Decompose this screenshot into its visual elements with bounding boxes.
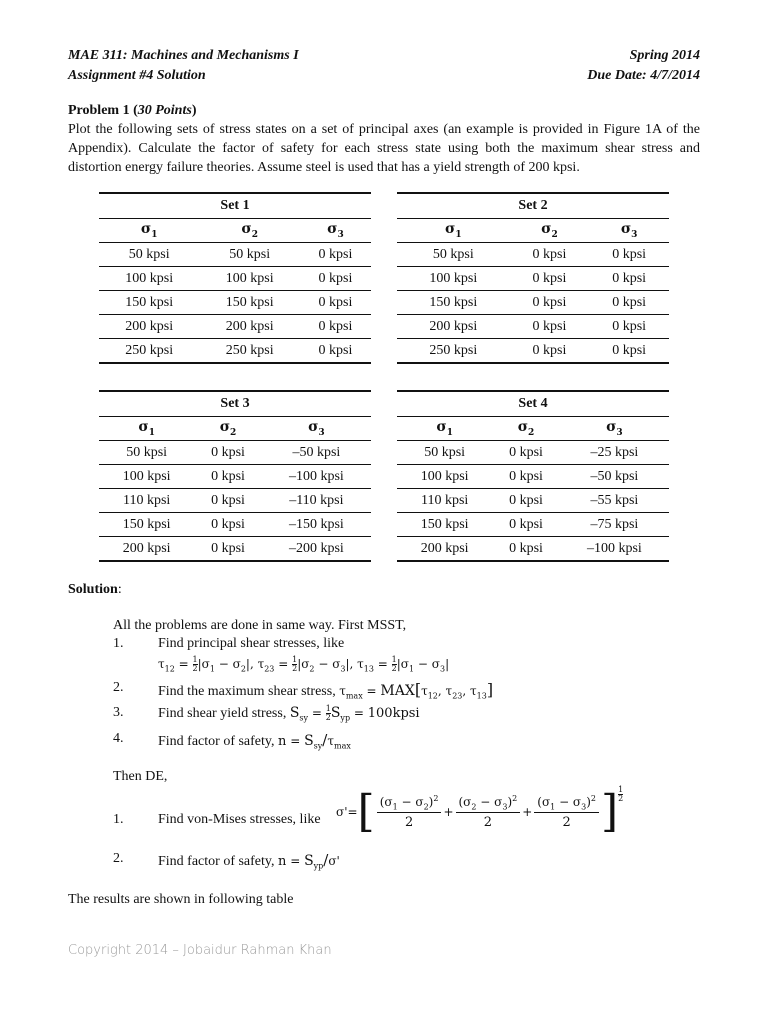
table-row [99, 339, 371, 364]
column-header: $\sigma_2$ [510, 219, 590, 243]
table-row [99, 315, 371, 339]
results-line: The results are shown in following table [68, 892, 294, 907]
stress-table-set-3 [99, 390, 371, 562]
table-cell: 50 kpsi [199, 243, 299, 267]
table-row [397, 291, 669, 315]
table-cell: 0 kpsi [492, 537, 559, 562]
table-cell: 250 kpsi [397, 339, 510, 364]
table-cell: 0 kpsi [510, 339, 590, 364]
copyright-footer: Copyright 2014 – Jobaidur Rahman Khan [68, 943, 332, 958]
table-cell: –55 kpsi [560, 489, 669, 513]
column-header: $\sigma_3$ [589, 219, 669, 243]
column-header: $\sigma_2$ [194, 417, 261, 441]
formula-n-de: $n = S_{yp}/\sigma'$ [278, 851, 340, 871]
table-cell: 110 kpsi [99, 489, 194, 513]
table-cell: 50 kpsi [99, 441, 194, 465]
table-cell: 150 kpsi [397, 291, 510, 315]
table-cell: 100 kpsi [199, 267, 299, 291]
table-title: Set 3 [99, 391, 371, 417]
then-de: Then DE, [113, 769, 168, 784]
assignment-title: Assignment #4 Solution [68, 68, 206, 83]
formula-n-msst: $n = S_{sy}/\tau_{max}$ [278, 731, 351, 751]
table-row [99, 267, 371, 291]
stress-table-set-4 [397, 390, 669, 562]
table-cell: 0 kpsi [300, 267, 371, 291]
column-header: $\sigma_3$ [560, 417, 669, 441]
table-cell: 100 kpsi [99, 267, 199, 291]
formula-tau-max: $\tau_{max} = MAX[\tau_{12}$, $\tau_{23}$, $\tau_{13}$] [339, 680, 494, 701]
column-header: $\sigma_1$ [397, 417, 492, 441]
table-cell: 0 kpsi [194, 465, 261, 489]
header-row-1 [68, 48, 700, 64]
table-cell: 250 kpsi [99, 339, 199, 364]
column-header: $\sigma_2$ [492, 417, 559, 441]
table-cell: –75 kpsi [560, 513, 669, 537]
table-cell: 0 kpsi [492, 489, 559, 513]
table-cell: –50 kpsi [560, 465, 669, 489]
solution-intro: All the problems are done in same way. First MSST, [113, 618, 407, 633]
table-cell: 0 kpsi [300, 291, 371, 315]
document-page: MAE 311: Machines and Mechanisms I Spring 2014 Assignment #4 Solution Due Date: 4/7/2014 Problem 1 (30 Points) Plot the following sets of stress states on a set of principal axes (an example is provided in Figure 1A of the Appendix). Calculate the factor of safety for each stress state using both the maximum shear stress and distortion energy failure theories. Assume steel is used that has a yield strength of 200 kpsi. Set 1 $\sigma_1$ $\sigma_2$ $\sigma_3$ 50 kpsi 50 kpsi 0 kpsi 100 kpsi 100 kpsi 0 kpsi 150 kpsi 150 kpsi 0 kpsi 200 kpsi 200 kpsi 0 kpsi 250 kpsi 250 kpsi 0 kpsi Set 2 $\sigma_1$ $\sigma_2$ $\sigma_3$ 50 kpsi 0 kpsi 0 kpsi 100 kpsi 0 kpsi 0 kpsi 150 kpsi 0 kpsi 0 kpsi 200 kpsi 0 kpsi 0 kpsi 250 kpsi 0 kpsi 0 kpsi Set 3 $\sigma_1$ $\sigma_2$ $\sigma_3$ 50 kpsi 0 kpsi –50 kpsi 100 kpsi 0 kpsi –100 kpsi 110 kpsi 0 kpsi –110 kpsi 150 kpsi 0 kpsi –150 kpsi 200 kpsi 0 kpsi –200 kpsi Set 4 $\sigma_1$ $\sigma_2$ $\sigma_3$ 50 kpsi 0 kpsi –25 kpsi 100 kpsi 0 kpsi –50 kpsi 110 kpsi 0 kpsi –55 kpsi 150 kpsi 0 kpsi –75 kpsi 200 kpsi 0 kpsi –100 kpsi Solution: All the problems are done in same way. First MSST, 1. Find principal shear stresses, like $\tau_{12}$ = $\frac{1}{2}$ $|\sigma_1 - \sigma_2|$, $\tau_{23}$ = $\frac{1}{2}$ $|\sigma_2 - \sigma_3|$, $\tau_{13}$ = $\frac{1}{2}$ $|\sigma_1 - \sigma_3|$ 2. Find the maximum shear stress, $\tau_{max} = MAX[\tau_{12}$, $\tau_{23}$, $\tau_{13}$] 3. Find shear yield stress, $S_{sy}$ = $\frac{1}{2}$ $S_{yp}$ = 100kpsi 4. Find factor of safety, $n = S_{sy}/\tau_{max}$ Then DE, 1. Find von-Mises stresses, like σ'= [ $\frac{(\sigma_1 - \sigma_2)^2}{2}$ + $\frac{(\sigma_2 - \sigma_3)^2}{2}$ + $\frac{(\sigma_1 - \sigma_3)^2}{2}$ ] $\frac{1}{2}$ 2. Find factor of safety, $n = S_{yp}/\sigma'$ The results are shown in following table Copyright 2014 – Jobaidur Rahman Khan [68, 48, 700, 958]
table-row [397, 315, 669, 339]
table-cell: 0 kpsi [300, 315, 371, 339]
table-cell: 0 kpsi [510, 267, 590, 291]
table-cell: –50 kpsi [262, 441, 371, 465]
table-cell: 0 kpsi [300, 243, 371, 267]
table-cell: 0 kpsi [492, 441, 559, 465]
column-header: $\sigma_2$ [199, 219, 299, 243]
table-row [397, 513, 669, 537]
table-cell: 200 kpsi [99, 537, 194, 562]
problem-statement: Plot the following sets of stress states on a set of principal axes (an example is provided in Figure 1A of the Appendix). Calculate the factor of safety for each stress state using both the maximum shear stress and distortion energy failure theories. Assume steel is used that has a yield strength of 200 kpsi. [68, 122, 700, 175]
table-cell: 0 kpsi [589, 243, 669, 267]
problem-title: Problem 1 (30 Points) [68, 103, 197, 118]
formula-principal-shear: $\tau_{12}$ = $\frac{1}{2}$ $|\sigma_1 - \sigma_2|$, $\tau_{23}$ = $\frac{1}{2}$ $|\sigma_2 - \sigma_3|$, $\tau_{13}$ = $\frac{1}{2}$ $|\sigma_1 - \sigma_3|$ [158, 655, 450, 674]
table-cell: 0 kpsi [194, 537, 261, 562]
problem-points: 30 Points [137, 103, 192, 118]
table-cell: 150 kpsi [99, 513, 194, 537]
table-cell: 50 kpsi [397, 441, 492, 465]
table-row [397, 465, 669, 489]
table-cell: 110 kpsi [397, 489, 492, 513]
stress-table-set-2 [397, 192, 669, 364]
table-title: Set 4 [397, 391, 669, 417]
table-row [99, 291, 371, 315]
column-header: $\sigma_3$ [262, 417, 371, 441]
table-cell: 100 kpsi [99, 465, 194, 489]
table-cell: –150 kpsi [262, 513, 371, 537]
table-row [397, 243, 669, 267]
table-row [397, 267, 669, 291]
table-cell: 0 kpsi [589, 267, 669, 291]
course-title: MAE 311: Machines and Mechanisms I [68, 48, 299, 63]
table-cell: –100 kpsi [560, 537, 669, 562]
table-cell: –110 kpsi [262, 489, 371, 513]
table-cell: 0 kpsi [194, 489, 261, 513]
formula-shear-yield: $S_{sy}$ = $\frac{1}{2}$ $S_{yp}$ = 100kpsi [289, 704, 420, 723]
table-cell: –100 kpsi [262, 465, 371, 489]
table-cell: 0 kpsi [300, 339, 371, 364]
table-cell: 0 kpsi [510, 291, 590, 315]
table-cell: 150 kpsi [99, 291, 199, 315]
table-cell: 50 kpsi [397, 243, 510, 267]
term: Spring 2014 [629, 48, 700, 63]
table-cell: 150 kpsi [199, 291, 299, 315]
table-cell: –200 kpsi [262, 537, 371, 562]
table-cell: 0 kpsi [492, 465, 559, 489]
table-cell: 0 kpsi [589, 315, 669, 339]
table-row [99, 465, 371, 489]
column-header: $\sigma_1$ [99, 417, 194, 441]
table-row [397, 489, 669, 513]
table-row [397, 441, 669, 465]
table-cell: 100 kpsi [397, 465, 492, 489]
table-cell: 200 kpsi [99, 315, 199, 339]
stress-table-set-1 [99, 192, 371, 364]
column-header: $\sigma_1$ [99, 219, 199, 243]
table-cell: 0 kpsi [492, 513, 559, 537]
table-title: Set 1 [99, 193, 371, 219]
due-date: Due Date: 4/7/2014 [587, 68, 700, 83]
solution-label: Solution: [68, 582, 122, 597]
header-row-2 [68, 68, 700, 84]
table-row [99, 489, 371, 513]
table-row [99, 537, 371, 562]
table-cell: 100 kpsi [397, 267, 510, 291]
column-header: $\sigma_1$ [397, 219, 510, 243]
table-cell: 250 kpsi [199, 339, 299, 364]
table-title: Set 2 [397, 193, 669, 219]
table-row [397, 339, 669, 364]
table-row [99, 441, 371, 465]
table-cell: 200 kpsi [199, 315, 299, 339]
table-cell: 0 kpsi [510, 315, 590, 339]
table-row [99, 513, 371, 537]
table-cell: 200 kpsi [397, 315, 510, 339]
table-cell: 0 kpsi [194, 441, 261, 465]
table-cell: 0 kpsi [510, 243, 590, 267]
table-row [99, 243, 371, 267]
table-cell: 200 kpsi [397, 537, 492, 562]
column-header: $\sigma_3$ [300, 219, 371, 243]
table-cell: 150 kpsi [397, 513, 492, 537]
table-cell: 0 kpsi [194, 513, 261, 537]
table-cell: 50 kpsi [99, 243, 199, 267]
table-cell: 0 kpsi [589, 339, 669, 364]
formula-von-mises: σ'= [ $\frac{(\sigma_1 - \sigma_2)^2}{2}$ + $\frac{(\sigma_2 - \sigma_3)^2}{2}$ + $\frac{(\sigma_1 - \sigma_3)^2}{2}$ ] $\frac{1}{2}$ [336, 785, 624, 837]
table-row [397, 537, 669, 562]
table-cell: 0 kpsi [589, 291, 669, 315]
table-cell: –25 kpsi [560, 441, 669, 465]
